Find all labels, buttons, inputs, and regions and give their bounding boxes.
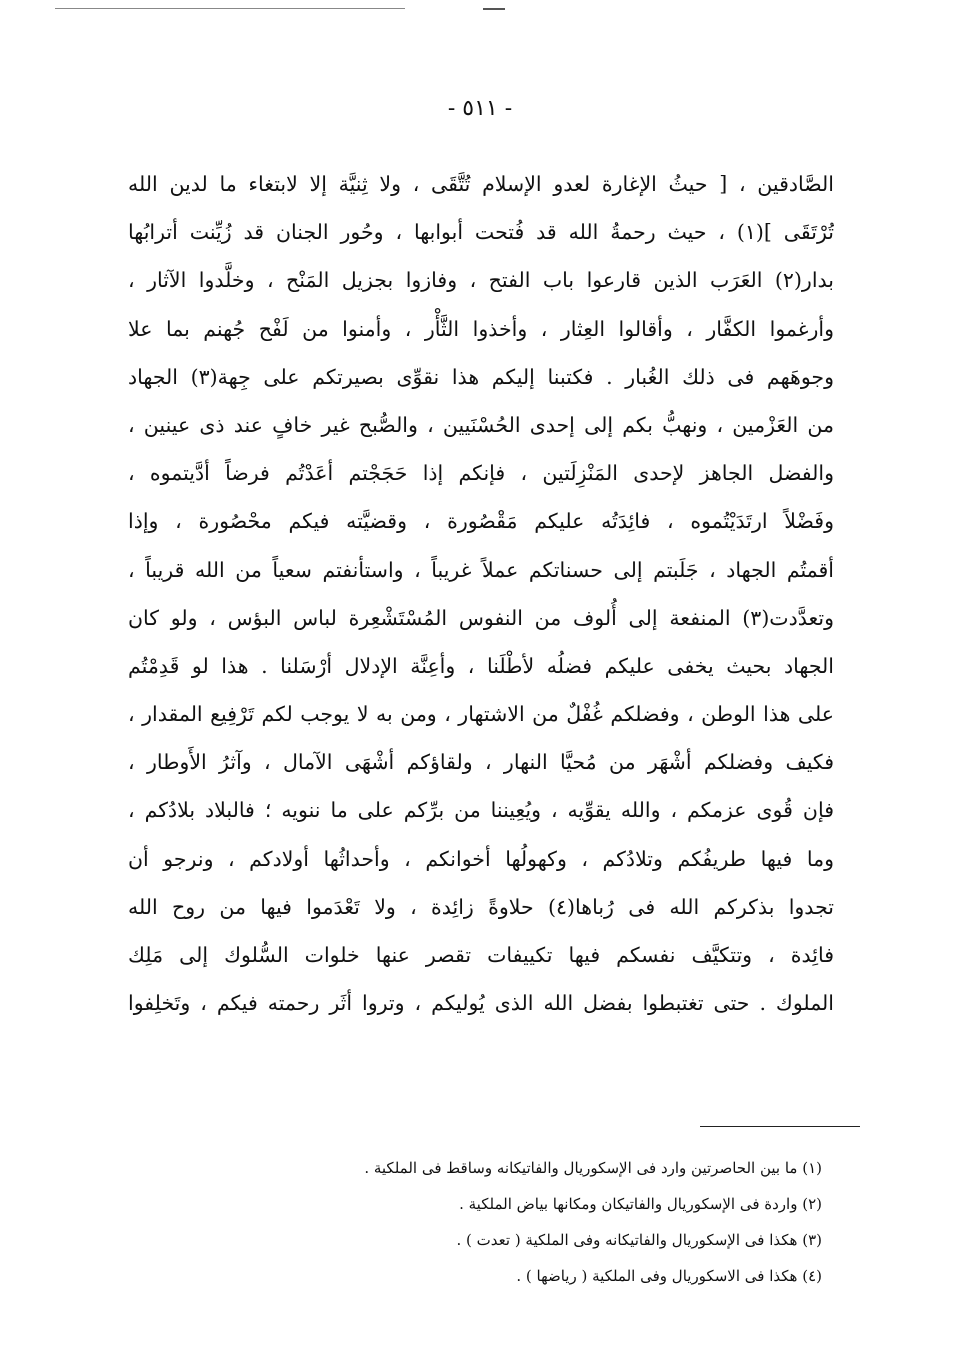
footnote-1: (١) ما بين الحاصرتين وارد فى الإسكوريال والفاتيكانه وساقط فى الملكية .	[364, 1159, 822, 1177]
body-line: الملوك . حتى تغتبطوا بفضل الله الذى يُوليكم ، وتروا أثَر رحمته فيكم ، وتَخلِفوا	[128, 991, 834, 1016]
body-line: أقمتُم الجهاد ، جَلَبتم إلى حسناتكم عملاً غريباً ، واستأنفتم سعياً من الله قريباً ،	[128, 557, 834, 582]
body-line: وما فيها طريفُكم وتلادُكم ، وكهولُها أخوانكم ، وأحداثُها أولادكم ، ونرجو أن	[128, 846, 834, 871]
footnotes	[122, 1150, 822, 1294]
top-scan-rule-mid	[483, 8, 505, 10]
footnote-3: (٣) هكذا فى الإسكوريال والفاتيكانه وفى الملكية ( تعدت ) .	[456, 1231, 822, 1249]
footnote-2: (٢) واردة فى الإسكوريال والفاتيكان ومكانها بياض الملكية .	[459, 1195, 822, 1213]
body-line: والفضل الجاهز لإحدى المَنْزِلَتين ، فإنكم إذا حَجَجْتم أعَدْتُم فرضاً أدَّيتموه ،	[128, 461, 834, 486]
body-line: وجوهَهم فى ذلك الغُبار . فكتبنا إليكم هذا نقوِّى بصيرتكم على جِهة(٣) الجهاد	[128, 364, 834, 389]
body-line: تُرْتَقَى ](١) ، حيث رحمةُ الله قد فُتحت أبوابها ، وحُور الجنان قد زُيِّنت أترابُها	[128, 220, 834, 245]
page-number: - ٥١١ -	[447, 96, 513, 121]
body-line: فائِدة ، وتتكيَّف نفسكم فيها تكييفات تقصر عنها خلوات السُّلوك إلى مَلِك	[128, 943, 834, 967]
body-line: وأرغموا الكفَّار ، وأقالوا العِثار ، وأخذوا الثَّأْر ، وأمنوا من لَفْح جُهنم بما علا	[128, 316, 834, 341]
body-line: على هذا الوطن ، وفضلكم غُفْلٌ من الاشتهار ، ومن به لا يوجب لكم تَرْفِيع المقدار ،	[128, 702, 834, 727]
footnote-separator	[700, 1126, 860, 1127]
body-text	[128, 160, 834, 1027]
footnote-4: (٤) هكذا فى الاسكوريال وفى الملكية ( رياضها ) .	[516, 1267, 822, 1285]
body-line: بدار(٢) العَرَب الذين قارعوا باب الفتح ، وفازوا بجزيل المَنْح ، وخلَّدوا الآثار ،	[128, 268, 834, 293]
body-line: من العَزْمين ، ونهبُّ بكم إلى إحدى الحُسْنَيين ، والصُّبح غير خافٍ عند ذى عينين ،	[128, 412, 834, 437]
body-line: تجدوا بذكركم الله فى رُباها(٤) حلاوةً زائِدة ، ولا تَعْدَموا فيها من روح الله	[128, 894, 834, 919]
body-line: الصَّادقين ، [ حيثُ الإغارة لعدو الإسلام تُتَّقَى ، ولا ثِنيَّة إلا لابتغاء ما لدين الله	[128, 172, 834, 196]
body-line: فكيف وفضلكم أشْهَر من مُحيَّا النهار ، ولقاؤكم أشْهَى الآمال ، وآثرُ الأَوطار ،	[128, 750, 834, 775]
body-line: الجهاد بحيث يخفى عليكم فضلُه لأطْلَنا ، وأعِنَّة الإدلال أرْسَلنا . هذا لو قَدِمْتُم	[128, 653, 834, 678]
body-line: فإن قُوى عزمكم ، والله يقوِّيه ، ويُعِيننا من برِّكم على ما ننويه ؛ فالبلاد بلادُكم ،	[128, 798, 834, 823]
body-line: وفَضْلاً ارتَدَيْتُموه ، فائِدَتُه عليكم مَقْصُورة ، وقضيَّته فيكم محْصُورة ، وإذا	[128, 509, 834, 534]
top-scan-rule-left	[55, 8, 405, 9]
body-line: وتعدَّدت(٣) المنفعة إلى أُلوف من النفوس المُسْتَشْعِرة لباس البؤس ، ولو كان	[128, 605, 834, 630]
